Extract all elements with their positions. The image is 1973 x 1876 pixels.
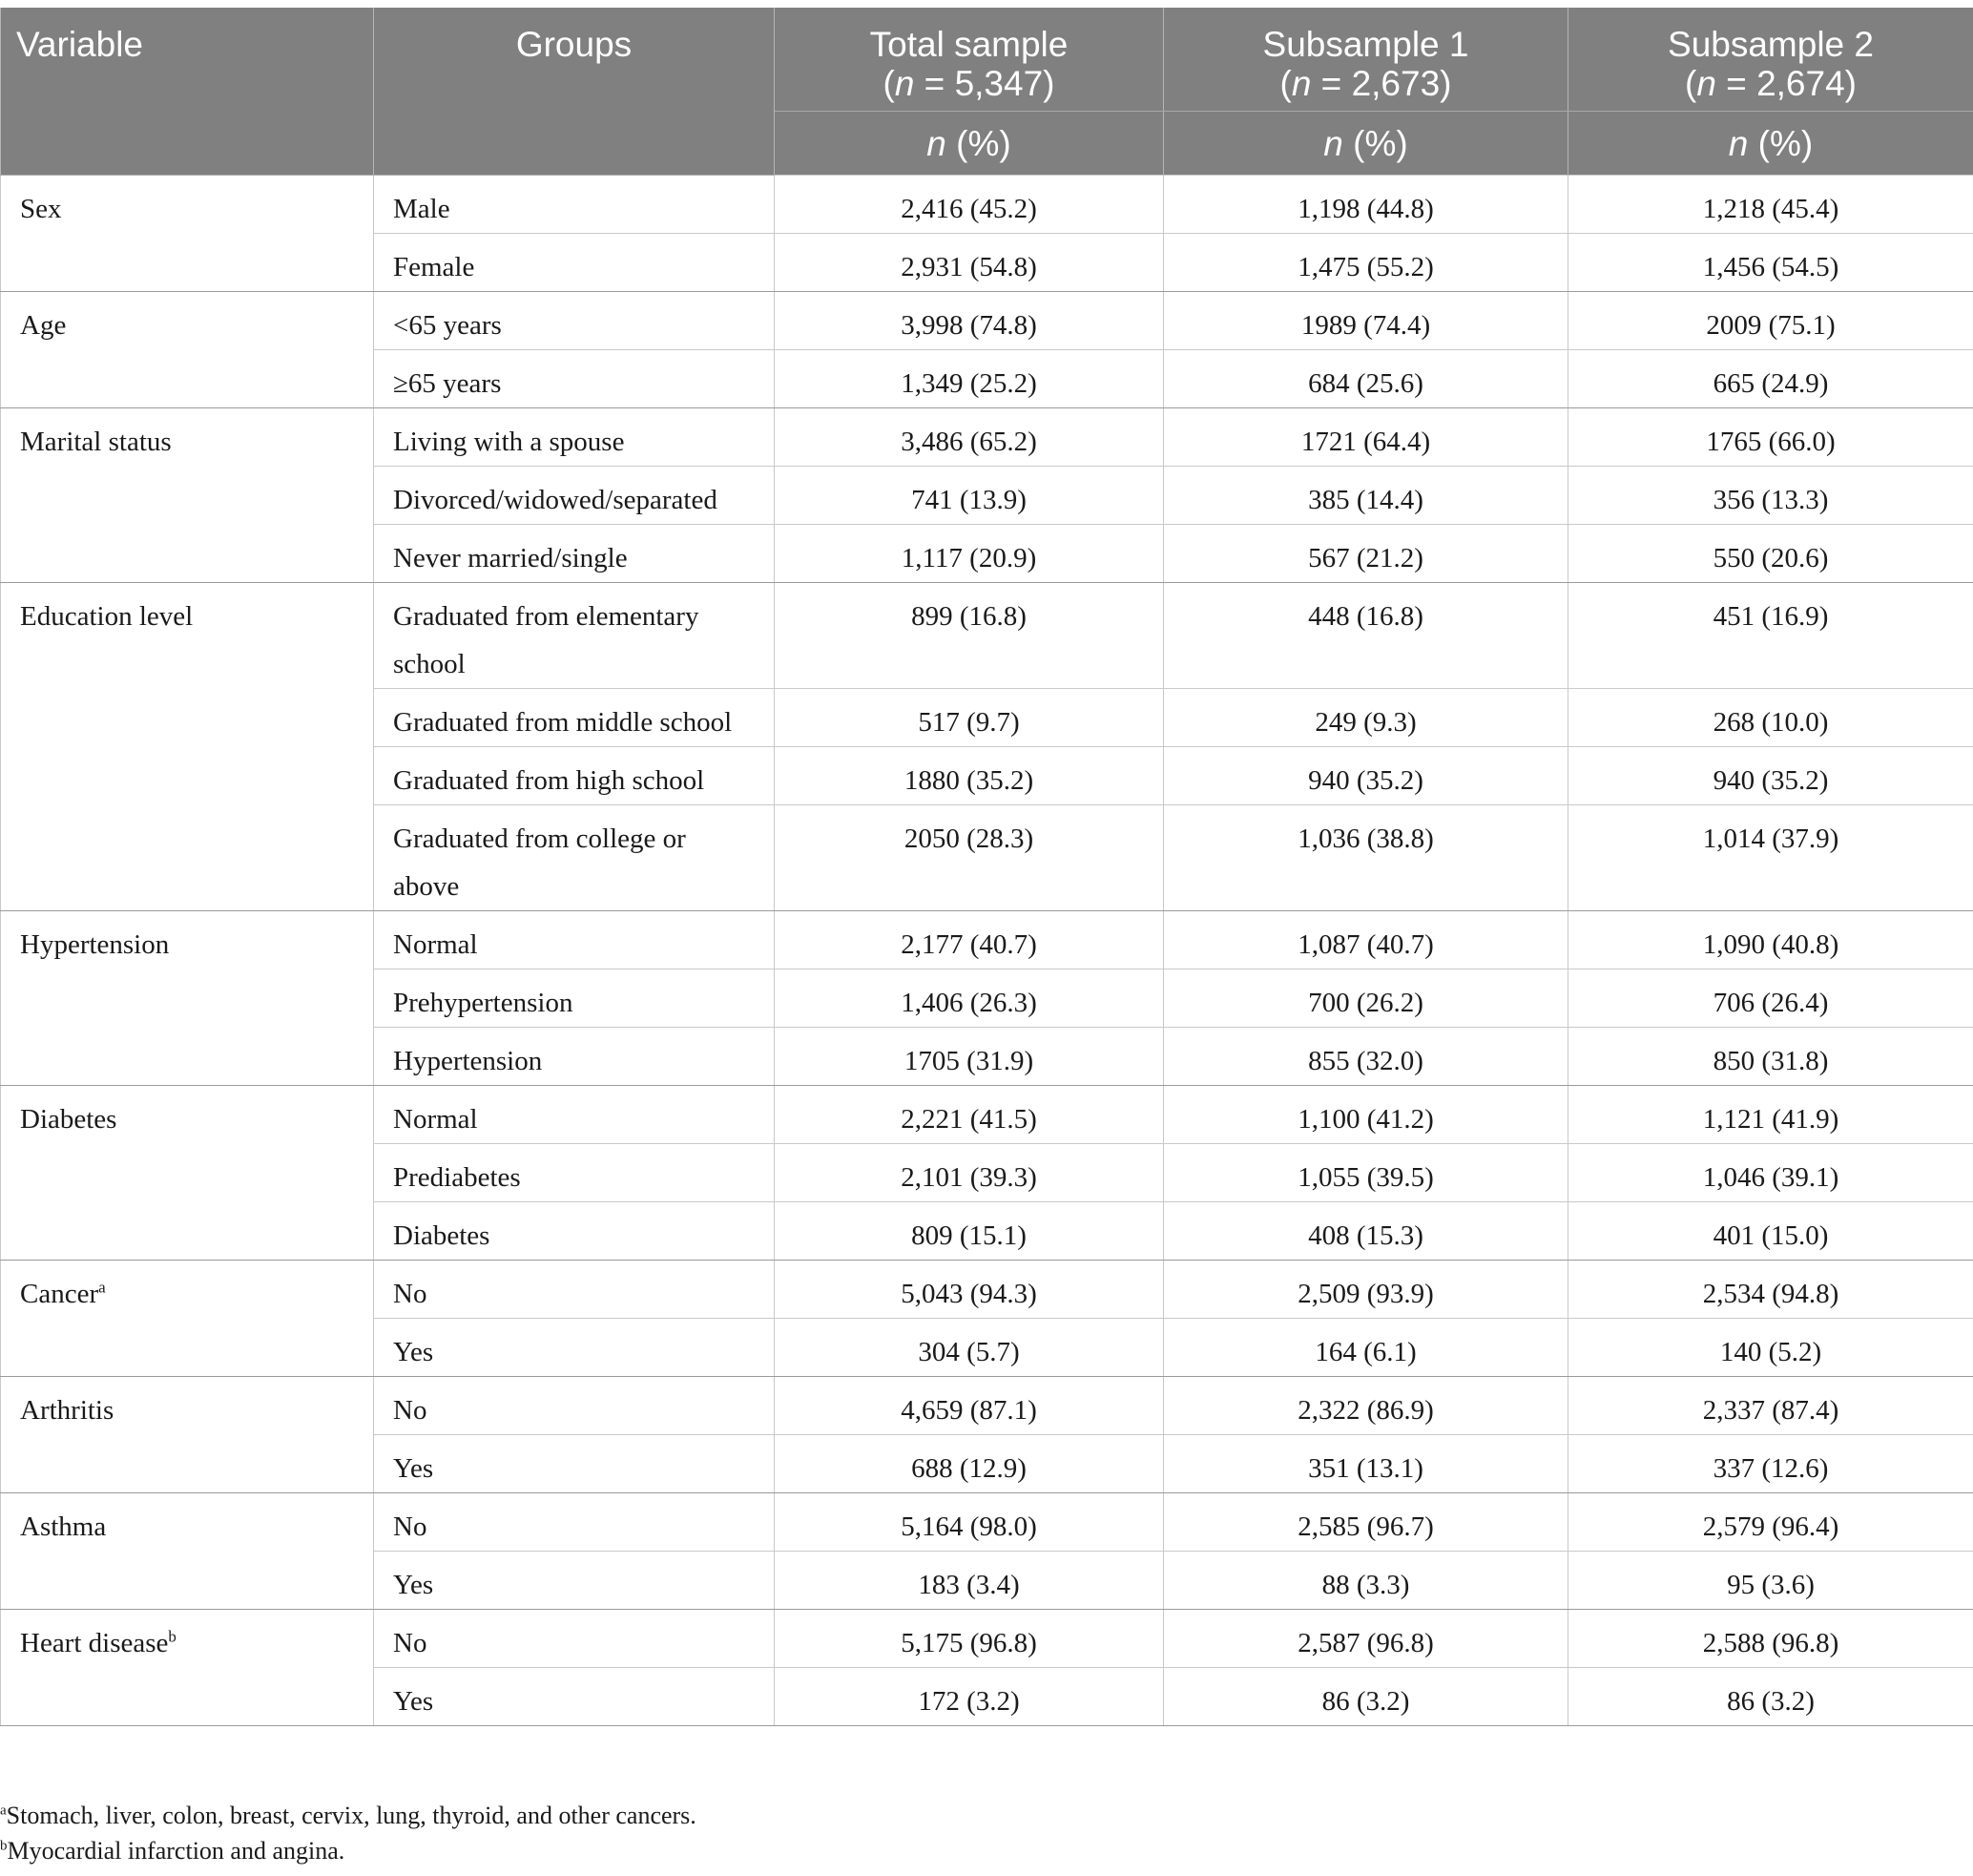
group-cell: Graduated from high school [374, 746, 775, 804]
subsample-1-cell: 2,587 (96.8) [1164, 1609, 1568, 1667]
variable-label: Sex [20, 193, 62, 224]
footnote-a: $^a$Stomach, liver, colon, breast, cervix, lung, thyroid, and other cancers. [0, 1802, 696, 1829]
variable-cell [1, 291, 374, 407]
subsample-2-cell: 2,534 (94.8) [1568, 1260, 1973, 1318]
subsample-1-cell: 2,322 (86.9) [1164, 1376, 1568, 1434]
subsample-1-cell: 1,198 (44.8) [1164, 175, 1568, 233]
group-cell: ≥65 years [374, 349, 775, 407]
subsample-2-cell: 401 (15.0) [1568, 1201, 1973, 1260]
group-cell: Graduated from middle school [374, 688, 775, 746]
table-row [1, 407, 1973, 466]
table-row [1, 1260, 1973, 1318]
total-sample-cell: 809 (15.1) [775, 1201, 1164, 1260]
total-sample-cell: 183 (3.4) [775, 1551, 1164, 1609]
subsample-1-cell: 940 (35.2) [1164, 746, 1568, 804]
variable-cell [1, 1376, 374, 1492]
header-subsample-2 [1568, 8, 1973, 111]
subsample-1-cell: 684 (25.6) [1164, 349, 1568, 407]
group-cell: No [374, 1492, 775, 1551]
group-cell: Divorced/widowed/separated [374, 466, 775, 524]
group-cell: Female [374, 233, 775, 291]
subsample-1-cell: 2,585 (96.7) [1164, 1492, 1568, 1551]
subsample-1-cell: 1,055 (39.5) [1164, 1143, 1568, 1201]
group-cell: Normal [374, 910, 775, 969]
demographics-table [0, 8, 1973, 1726]
total-sample-cell: 517 (9.7) [775, 688, 1164, 746]
total-sample-cell: 2,221 (41.5) [775, 1085, 1164, 1143]
subsample-2-cell: 1,090 (40.8) [1568, 910, 1973, 969]
table-row [1, 910, 1973, 969]
group-cell: Graduated from college or above [374, 804, 775, 910]
subsample-1-cell: 700 (26.2) [1164, 969, 1568, 1027]
subsample-2-cell: 95 (3.6) [1568, 1551, 1973, 1609]
subsample-2-cell: 1,014 (37.9) [1568, 804, 1973, 910]
subsample-2-cell: 850 (31.8) [1568, 1027, 1973, 1085]
total-sample-cell: 2,416 (45.2) [775, 175, 1164, 233]
group-cell: No [374, 1260, 775, 1318]
subsample-1-cell: 385 (14.4) [1164, 466, 1568, 524]
header-total-n: (n = 5,347) [883, 64, 1055, 103]
total-sample-cell: 2,931 (54.8) [775, 233, 1164, 291]
total-sample-cell: 5,175 (96.8) [775, 1609, 1164, 1667]
subsample-1-cell: 1989 (74.4) [1164, 291, 1568, 349]
subsample-1-cell: 1,100 (41.2) [1164, 1085, 1568, 1143]
group-cell: Never married/single [374, 524, 775, 582]
subsample-1-cell: 448 (16.8) [1164, 582, 1568, 688]
header-sub1-unit: n (%) [1164, 111, 1568, 175]
total-sample-cell: 741 (13.9) [775, 466, 1164, 524]
subsample-2-cell: 1,121 (41.9) [1568, 1085, 1973, 1143]
subsample-2-cell: 2,588 (96.8) [1568, 1609, 1973, 1667]
header-groups: Groups [374, 8, 775, 175]
subsample-1-cell: 164 (6.1) [1164, 1318, 1568, 1376]
group-cell: Diabetes [374, 1201, 775, 1260]
table-row [1, 1376, 1973, 1434]
group-cell: Normal [374, 1085, 775, 1143]
header-sub2-title: Subsample 2 [1668, 25, 1874, 64]
subsample-2-cell: 337 (12.6) [1568, 1434, 1973, 1492]
header-subsample-1 [1164, 8, 1568, 111]
total-sample-cell: 2,177 (40.7) [775, 910, 1164, 969]
table-body [1, 175, 1973, 1725]
subsample-2-cell: 451 (16.9) [1568, 582, 1973, 688]
group-cell: Yes [374, 1551, 775, 1609]
group-cell: Living with a spouse [374, 407, 775, 466]
group-cell: No [374, 1376, 775, 1434]
total-sample-cell: 172 (3.2) [775, 1667, 1164, 1725]
group-cell: Prediabetes [374, 1143, 775, 1201]
group-cell: Male [374, 175, 775, 233]
subsample-1-cell: 2,509 (93.9) [1164, 1260, 1568, 1318]
subsample-2-cell: 665 (24.9) [1568, 349, 1973, 407]
subsample-2-cell: 550 (20.6) [1568, 524, 1973, 582]
variable-cell [1, 910, 374, 1085]
subsample-2-cell: 356 (13.3) [1568, 466, 1973, 524]
total-sample-cell: 2050 (28.3) [775, 804, 1164, 910]
total-sample-cell: 1880 (35.2) [775, 746, 1164, 804]
variable-cell [1, 175, 374, 291]
group-cell: Yes [374, 1434, 775, 1492]
header-sub2-n: (n = 2,674) [1685, 64, 1857, 103]
header-total-sample [775, 8, 1164, 111]
group-cell: Yes [374, 1318, 775, 1376]
variable-label: Diabetes [20, 1103, 117, 1135]
variable-cell [1, 1085, 374, 1260]
total-sample-cell: 304 (5.7) [775, 1318, 1164, 1376]
variable-label: Age [20, 309, 67, 341]
table-row [1, 291, 1973, 349]
subsample-2-cell: 1,046 (39.1) [1568, 1143, 1973, 1201]
header-sub1-n: (n = 2,673) [1279, 64, 1452, 103]
table-row [1, 1492, 1973, 1551]
table-row [1, 175, 1973, 233]
subsample-2-cell: 2,579 (96.4) [1568, 1492, 1973, 1551]
subsample-1-cell: 408 (15.3) [1164, 1201, 1568, 1260]
table-row [1, 582, 1973, 688]
subsample-2-cell: 940 (35.2) [1568, 746, 1973, 804]
total-sample-cell: 1,349 (25.2) [775, 349, 1164, 407]
variable-label: Cancer [20, 1278, 99, 1309]
subsample-1-cell: 1,475 (55.2) [1164, 233, 1568, 291]
table-header [1, 8, 1973, 175]
total-sample-cell: 688 (12.9) [775, 1434, 1164, 1492]
subsample-1-cell: 1721 (64.4) [1164, 407, 1568, 466]
subsample-2-cell: 1,218 (45.4) [1568, 175, 1973, 233]
table-row [1, 1085, 1973, 1143]
variable-label: Marital status [20, 426, 172, 457]
subsample-2-cell: 268 (10.0) [1568, 688, 1973, 746]
variable-cell [1, 1492, 374, 1609]
group-cell: No [374, 1609, 775, 1667]
variable-label: Heart disease [20, 1627, 169, 1658]
subsample-2-cell: 86 (3.2) [1568, 1667, 1973, 1725]
subsample-2-cell: 2009 (75.1) [1568, 291, 1973, 349]
group-cell: Yes [374, 1667, 775, 1725]
variable-cell [1, 1260, 374, 1376]
subsample-2-cell: 1,456 (54.5) [1568, 233, 1973, 291]
total-sample-cell: 1,117 (20.9) [775, 524, 1164, 582]
subsample-2-cell: 1765 (66.0) [1568, 407, 1973, 466]
total-sample-cell: 5,164 (98.0) [775, 1492, 1164, 1551]
footnote-b: $^b$Myocardial infarction and angina. [0, 1837, 345, 1865]
subsample-1-cell: 855 (32.0) [1164, 1027, 1568, 1085]
group-cell: Prehypertension [374, 969, 775, 1027]
group-cell: Graduated from elementary school [374, 582, 775, 688]
variable-label: Arthritis [20, 1394, 114, 1426]
total-sample-cell: 1705 (31.9) [775, 1027, 1164, 1085]
header-variable: Variable [1, 8, 374, 175]
variable-cell [1, 407, 374, 582]
total-sample-cell: 5,043 (94.3) [775, 1260, 1164, 1318]
subsample-1-cell: 567 (21.2) [1164, 524, 1568, 582]
variable-label: Asthma [20, 1511, 107, 1542]
subsample-2-cell: 140 (5.2) [1568, 1318, 1973, 1376]
subsample-1-cell: 351 (13.1) [1164, 1434, 1568, 1492]
total-sample-cell: 3,486 (65.2) [775, 407, 1164, 466]
variable-label: Education level [20, 600, 194, 632]
subsample-1-cell: 1,036 (38.8) [1164, 804, 1568, 910]
subsample-2-cell: 2,337 (87.4) [1568, 1376, 1973, 1434]
total-sample-cell: 2,101 (39.3) [775, 1143, 1164, 1201]
total-sample-cell: 899 (16.8) [775, 582, 1164, 688]
subsample-2-cell: 706 (26.4) [1568, 969, 1973, 1027]
subsample-1-cell: 249 (9.3) [1164, 688, 1568, 746]
footnote-marker: b [168, 1626, 177, 1645]
total-sample-cell: 3,998 (74.8) [775, 291, 1164, 349]
footnote-marker: a [98, 1277, 106, 1296]
variable-label: Hypertension [20, 928, 170, 960]
variable-cell [1, 1609, 374, 1725]
variable-cell [1, 582, 374, 910]
subsample-1-cell: 86 (3.2) [1164, 1667, 1568, 1725]
group-cell: <65 years [374, 291, 775, 349]
header-total-title: Total sample [869, 25, 1069, 64]
subsample-1-cell: 1,087 (40.7) [1164, 910, 1568, 969]
total-sample-cell: 1,406 (26.3) [775, 969, 1164, 1027]
table-row [1, 1609, 1973, 1667]
group-cell: Hypertension [374, 1027, 775, 1085]
header-total-unit: n (%) [775, 111, 1164, 175]
header-sub1-title: Subsample 1 [1262, 25, 1469, 64]
subsample-1-cell: 88 (3.3) [1164, 1551, 1568, 1609]
total-sample-cell: 4,659 (87.1) [775, 1376, 1164, 1434]
header-sub2-unit: n (%) [1568, 111, 1973, 175]
